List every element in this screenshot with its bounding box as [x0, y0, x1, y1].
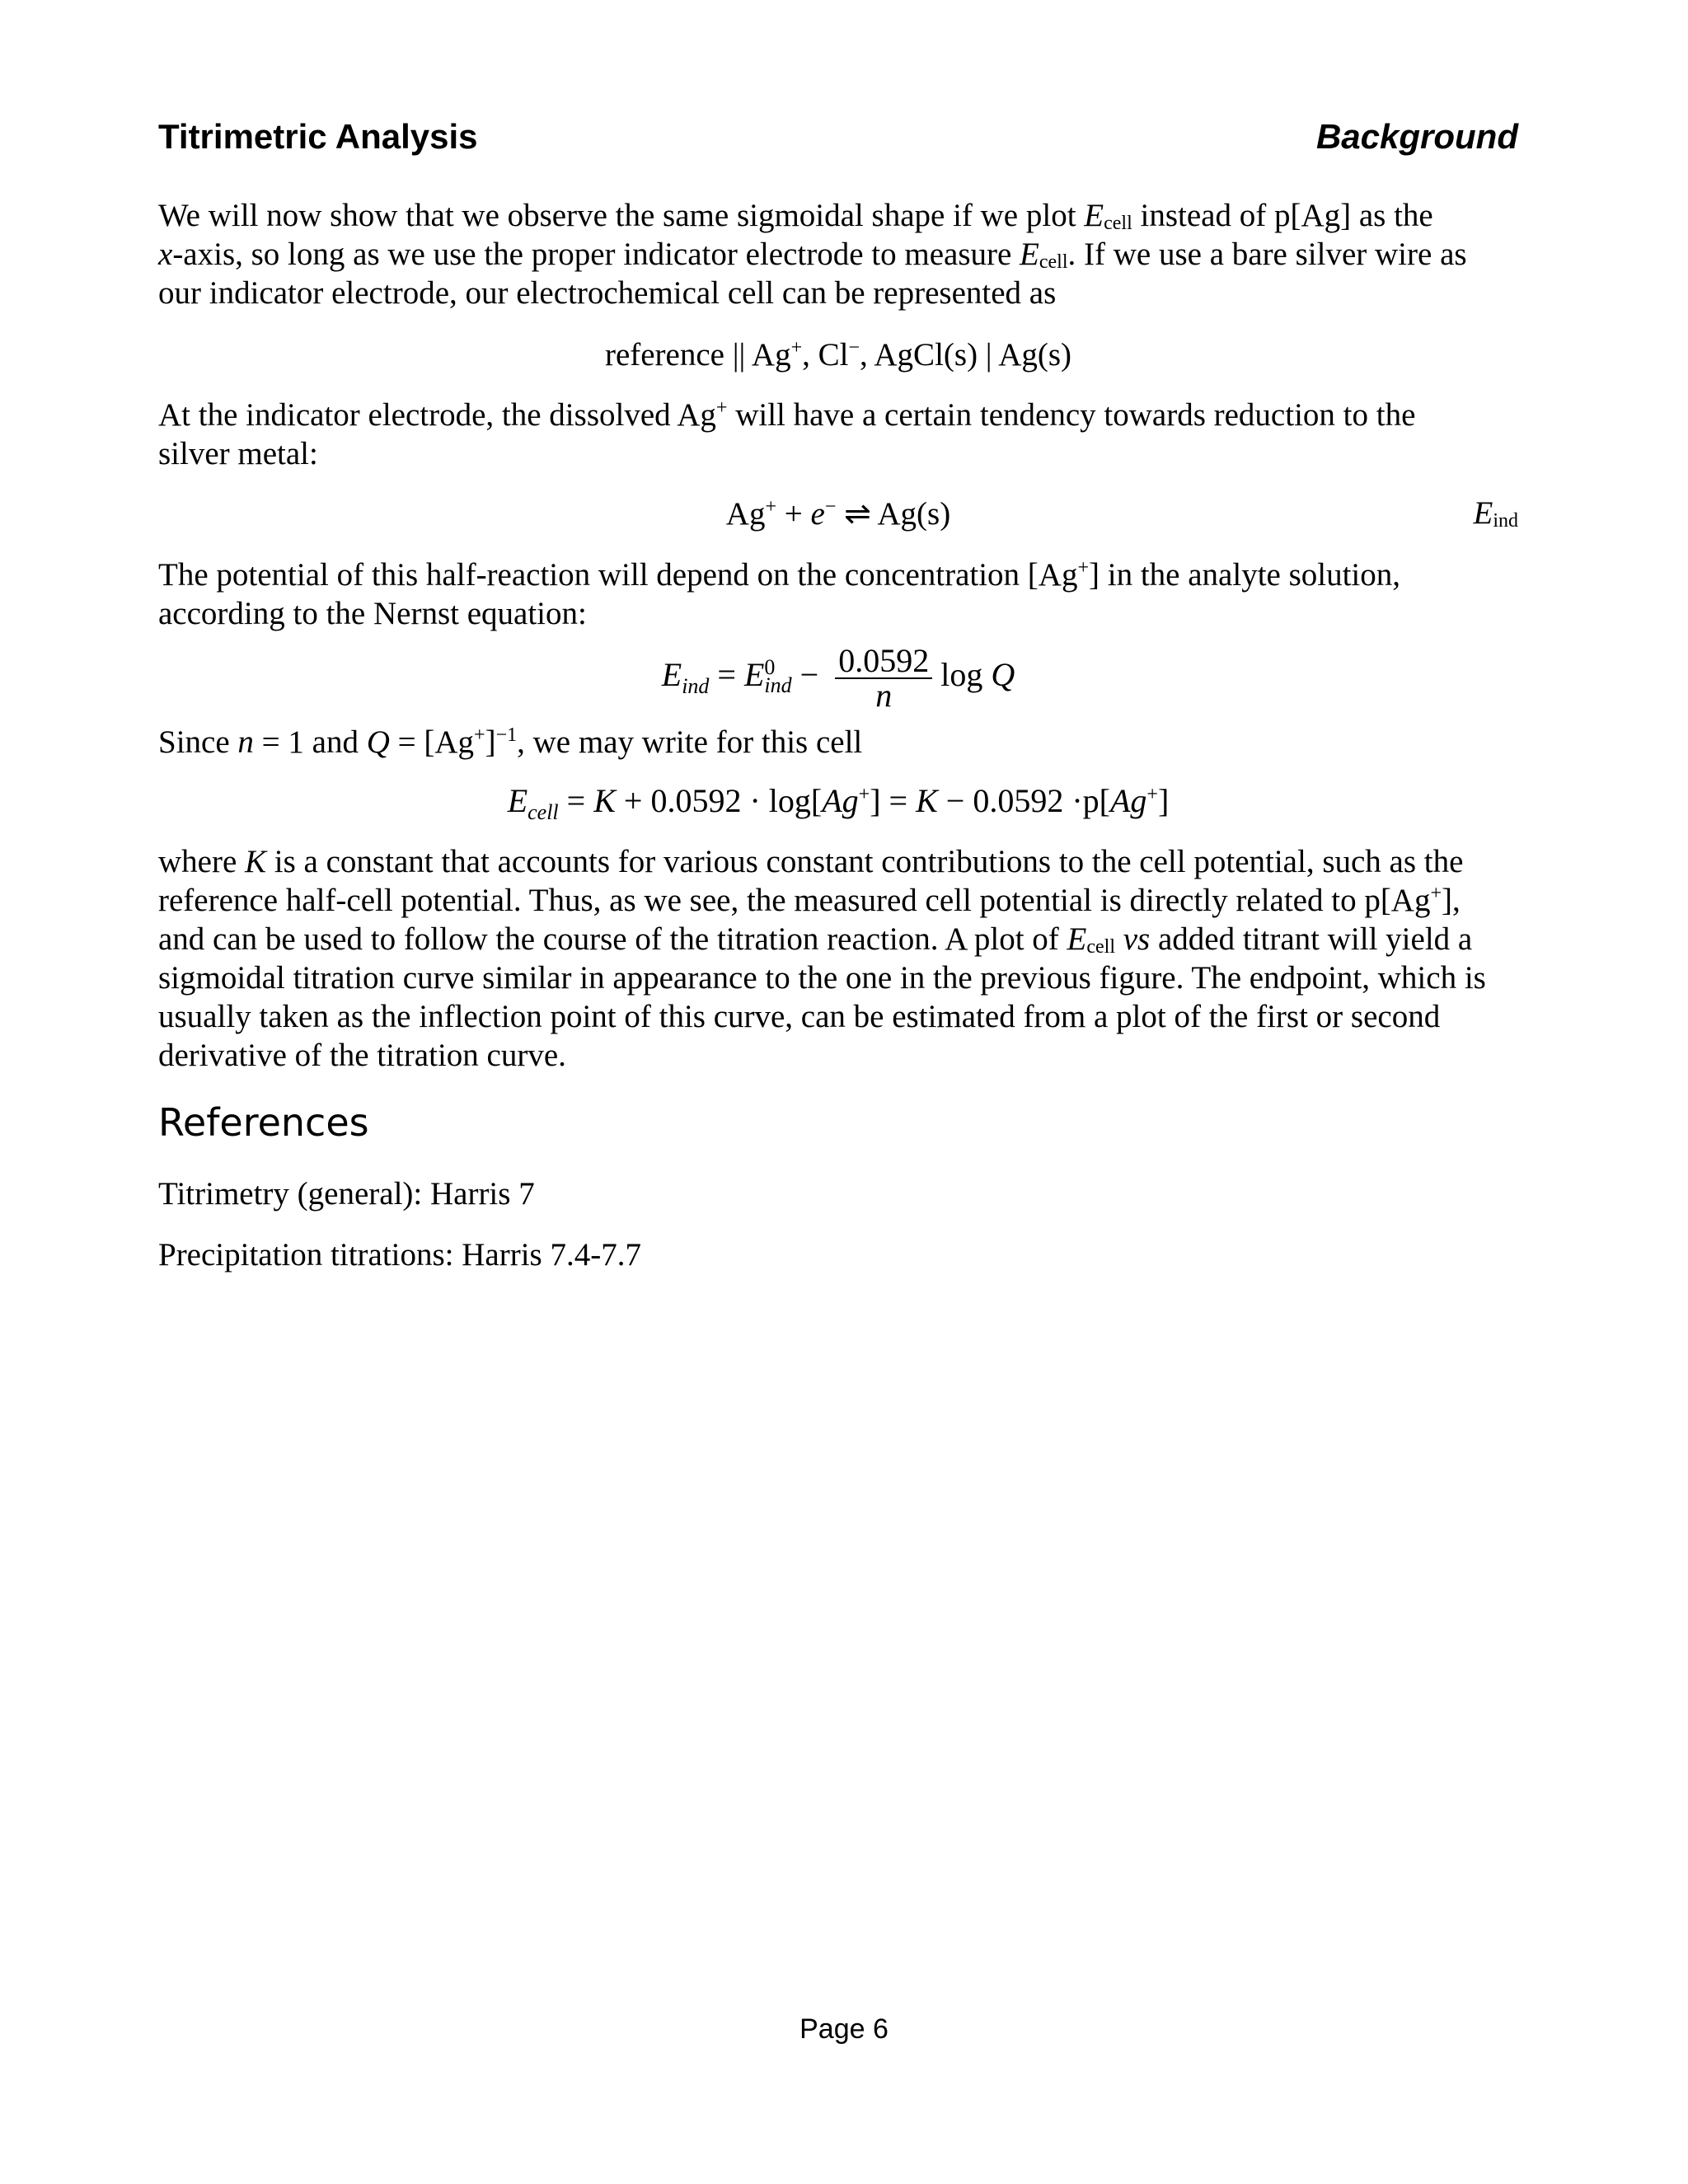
cell-potential-equation: $E_{cell} = K + 0.0592 \cdot \log[Ag^+] = K - 0.0592 \cdot p[Ag^+]$	[507, 782, 1170, 824]
page-number: Page 6	[799, 2013, 889, 2045]
running-header	[158, 117, 1518, 157]
paragraph-intro: We will now show that we observe the same sigmoidal shape if we plot $E_{cell}$ instead of p[Ag] as the x-axis, so long as we use the proper indicator electrode to measure $E_{cell}$. If we use a bare silver wire as our indicator electrode, our electrochemical cell can be represented as	[158, 198, 1467, 311]
paragraph-conclusion: where K is a constant that accounts for various constant contributions to the cell potential, such as the reference half-cell potential. Thus, as we see, the measured cell potential is directly related to p[Ag+], and can be used to follow the course of the titration reaction. A plot of $E_{cell}$ vs added titrant will yield a sigmoidal titration curve similar in appearance to the one in the previous figure. The endpoint, which is usually taken as the inflection point of this curve, can be estimated from a plot of the first or second derivative of the titration curve.	[158, 844, 1486, 1073]
reference-item: Precipitation titrations: Harris 7.4-7.7	[158, 1237, 641, 1272]
paragraph-since: Since n = 1 and $Q = [Ag^+]^{-1}$, we may write for this cell	[158, 724, 863, 760]
paragraph-indicator: At the indicator electrode, the dissolved Ag+ will have a certain tendency towards reduction to the silver metal:	[158, 397, 1416, 471]
header-title: Titrimetric Analysis	[158, 117, 478, 156]
half-reaction-label: $E_{ind}$	[1473, 495, 1518, 532]
paragraph-nernst-intro: The potential of this half-reaction will depend on the concentration [Ag+] in the analyte solution, according to the Nernst equation:	[158, 557, 1401, 631]
references-heading: References	[158, 1100, 369, 1145]
reference-item: Titrimetry (general): Harris 7	[158, 1176, 535, 1212]
nernst-fraction: $\frac{0.0592}{n}$	[835, 644, 932, 712]
header-section: Background	[1315, 117, 1518, 156]
half-reaction-equation: Ag+ + e− ⇌ Ag(s)	[725, 496, 951, 532]
cell-notation: reference || Ag+, Cl−, AgCl(s) | Ag(s)	[604, 337, 1072, 373]
nernst-equation: $E_{ind} = E$ 0 ind − $\frac{0.0592}{n}$ log Q	[661, 642, 1015, 714]
